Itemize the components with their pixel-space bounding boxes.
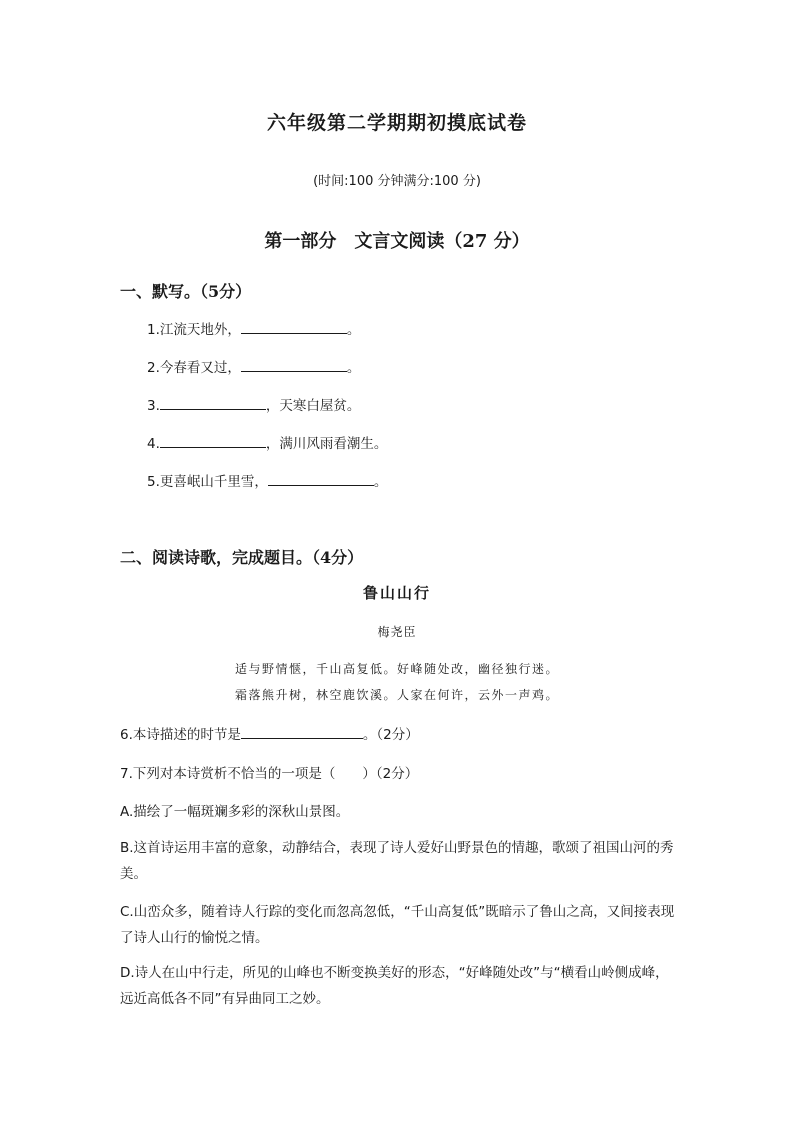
exam-title: 六年级第二学期期初摸底试卷 [266,112,527,134]
dictation-item-3-pre: 3. [147,398,160,414]
dictation-item-2-pre: 2.今春看又过， [147,360,241,376]
dictation-item-4-pre: 4. [147,436,160,452]
dictation-item-1-pre: 1.江流天地外， [147,322,241,338]
question-6-blank[interactable] [241,724,363,739]
question-6 [120,723,419,743]
dictation-item-2 [147,356,360,376]
dictation-blank-2[interactable] [241,357,347,372]
dictation-item-1 [147,318,360,338]
dictation-item-2-post: 。 [346,360,361,376]
dictation-item-1-post: 。 [346,322,361,338]
question-6-text: 6.本诗描述的时节是 [120,727,241,743]
option-b[interactable]: B.这首诗运用丰富的意象，动静结合，表现了诗人爱好山野景色的情趣，歌颂了祖国山河的秀美。 [120,840,674,882]
option-a[interactable]: A.描绘了一幅斑斓多彩的深秋山景图。 [120,804,350,820]
dictation-blank-5[interactable] [268,471,374,486]
dictation-item-4-post: ，满川风雨看潮生。 [265,436,388,452]
poem-line-2: 霜落熊升树，林空鹿饮溪。人家在何许，云外一声鸡。 [234,688,559,702]
section1-heading: 一、默写。（5分） [120,282,252,301]
poem-title: 鲁山山行 [362,584,431,602]
dictation-item-4 [147,432,387,452]
option-c[interactable]: C.山峦众多，随着诗人行踪的变化而忽高忽低，“千山高复低”既暗示了鲁山之高，又间接表现了诗人山行的愉悦之情。 [120,904,675,946]
exam-subtitle: (时间:100 分钟满分:100 分) [313,174,481,189]
dictation-blank-1[interactable] [241,319,347,334]
dictation-blank-4[interactable] [160,433,266,448]
question-7: 7.下列对本诗赏析不恰当的一项是（ ）（2分） [120,766,419,782]
dictation-item-3 [147,394,360,414]
dictation-item-5-pre: 5.更喜岷山千里雪， [147,474,268,490]
dictation-blank-3[interactable] [160,395,266,410]
dictation-item-3-post: ，天寒白屋贫。 [265,398,361,414]
option-d[interactable]: D.诗人在山中行走，所见的山峰也不断变换美好的形态，“好峰随处改”与“横看山岭侧成峰，远近高低各不同”有异曲同工之妙。 [120,965,669,1007]
question-6-points: 。（2分） [362,727,419,743]
part1-title: 第一部分 文言文阅读（27 分） [264,231,530,252]
poem-line-1: 适与野情惬，千山高复低。好峰随处改，幽径独行迷。 [234,662,559,676]
dictation-item-5-post: 。 [373,474,388,490]
poem-author: 梅尧臣 [377,625,417,639]
section2-heading: 二、阅读诗歌，完成题目。（4分） [120,548,364,567]
dictation-item-5 [147,470,387,490]
